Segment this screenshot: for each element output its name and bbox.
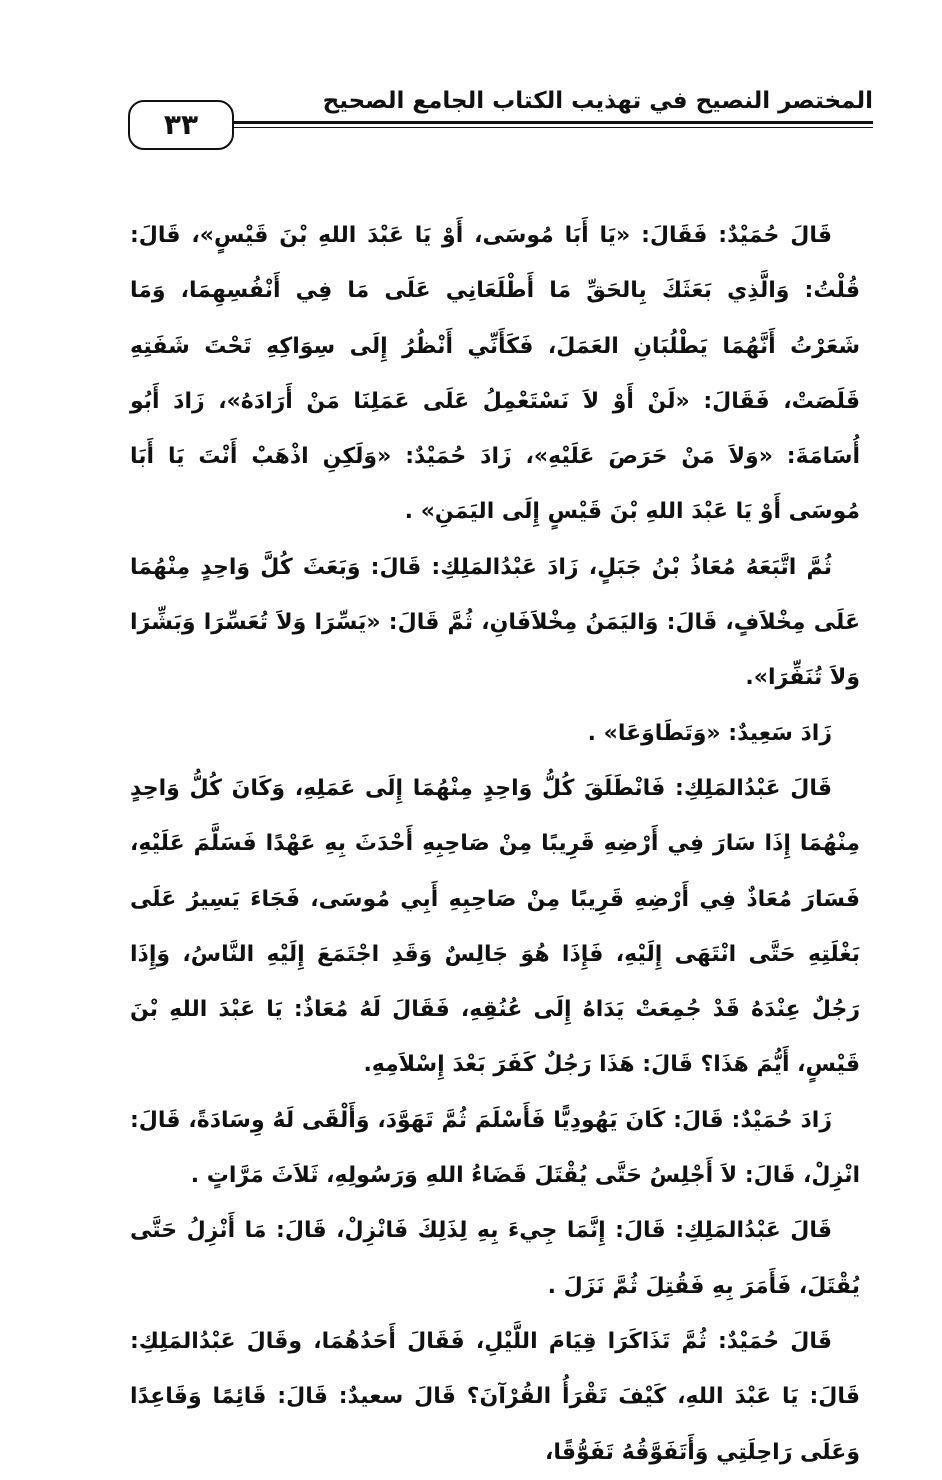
paragraph: قَالَ حُمَيْدٌ: ثُمَّ تَذَاكَرَا قِيَامَ اللَّيْلِ، فَقَالَ أَحَدُهُمَا، وقَالَ عَبْدُالمَلِكِ: قَالَ: يَا عَبْدَ اللهِ، كَيْفَ تَقْرَأُ القُرْآنَ؟ قَالَ سعيدٌ: قَالَ: قَائِمًا وَقَاعِدًا وَعَلَى رَاحِلَتِي وَأَتَفَوَّقُهُ تَفَوُّقًا،	[130, 1328, 860, 1465]
paragraph: زَادَ سَعِيدٌ: «وَتَطَاوَعَا» .	[587, 720, 832, 746]
paragraph: زَادَ حُمَيْدٌ: قَالَ: كَانَ يَهُودِيًّا فَأَسْلَمَ ثُمَّ تَهَوَّدَ، وَأَلْقَى لَهُ وِسَادَةً، قَالَ: انْزِلْ، قَالَ: لاَ أَجْلِسُ حَتَّى يُقْتَلَ قَضَاءُ اللهِ وَرَسُولِهِ، ثَلاَثَ مَرَّاتٍ .	[130, 1107, 860, 1189]
header-rule-thin	[228, 127, 873, 128]
header-rule-thick	[228, 121, 873, 124]
page-header	[128, 72, 873, 152]
paragraph: قَالَ عَبْدُالمَلِكِ: قَالَ: إِنَّمَا جِيءَ بِهِ لِذَلِكَ فَانْزِلْ، قَالَ: مَا أَنْزِلُ حَتَّى يُقْتَلَ، فَأَمَرَ بِهِ فَقُتِلَ ثُمَّ نَزَلَ .	[130, 1218, 860, 1299]
paragraph: قَالَ حُمَيْدٌ: فَقَالَ: «يَا أَبَا مُوسَى، أَوْ يَا عَبْدَ اللهِ بْنَ قَيْسٍ»، قَالَ: قُلْتُ: وَالَّذِي بَعَثَكَ بِالحَقِّ مَا أَطْلَعَانِي عَلَى مَا فِي أَنْفُسِهِمَا، وَمَا شَعَرْتُ أَنَّهُمَا يَطْلُبَانِ العَمَلَ، فَكَأَنِّي أَنْظُرُ إِلَى سِوَاكِهِ تَحْتَ شَفَتِهِ قَلَصَتْ، فَقَالَ: «لَنْ أَوْ لاَ نَسْتَعْمِلُ عَلَى عَمَلِنَا مَنْ أَرَادَهُ»، زَادَ أَبُو أُسَامَةَ: «وَلاَ مَنْ حَرَصَ عَلَيْهِ»، زَادَ حُمَيْدٌ: «وَلَكِنِ اذْهَبْ أَنْتَ يَا أَبَا مُوسَى أَوْ يَا عَبْدَ اللهِ بْنَ قَيْسٍ إِلَى اليَمَنِ» .	[130, 223, 860, 525]
running-title: المختصر النصيح في تهذيب الكتاب الجامع الصحيح	[322, 88, 873, 114]
page-number: ٣٣	[128, 100, 234, 150]
body-text	[130, 208, 860, 1480]
paragraph: ثُمَّ اتَّبَعَهُ مُعَاذُ بْنُ جَبَلٍ، زَادَ عَبْدُالمَلِكِ: قَالَ: وَبَعَثَ كُلَّ وَاحِدٍ مِنْهُمَا عَلَى مِخْلاَفٍ، قَالَ: وَاليَمَنُ مِخْلاَفَانِ، ثُمَّ قَالَ: «يَسِّرَا وَلاَ تُعَسِّرَا وَبَشِّرَا وَلاَ تُنَفِّرَا».	[130, 554, 860, 691]
paragraph: قَالَ عَبْدُالمَلِكِ: فَانْطَلَقَ كُلُّ وَاحِدٍ مِنْهُمَا إِلَى عَمَلِهِ، وَكَانَ كُلُّ وَاحِدٍ مِنْهُمَا إِذَا سَارَ فِي أَرْضِهِ قَرِيبًا مِنْ صَاحِبِهِ أَحْدَثَ بِهِ عَهْدًا فَسَلَّمَ عَلَيْهِ، فَسَارَ مُعَاذٌ فِي أَرْضِهِ قَرِيبًا مِنْ صَاحِبِهِ أَبِي مُوسَى، فَجَاءَ يَسِيرُ عَلَى بَغْلَتِهِ حَتَّى انْتَهَى إِلَيْهِ، فَإِذَا هُوَ جَالِسٌ وَقَدِ اجْتَمَعَ إِلَيْهِ النَّاسُ، وَإِذَا رَجُلٌ عِنْدَهُ قَدْ جُمِعَتْ يَدَاهُ إِلَى عُنُقِهِ، فَقَالَ لَهُ مُعَاذٌ: يَا عَبْدَ اللهِ بْنَ قَيْسٍ، أَيُّمَ هَذَا؟ قَالَ: هَذَا رَجُلٌ كَفَرَ بَعْدَ إِسْلاَمِهِ.	[130, 775, 860, 1078]
